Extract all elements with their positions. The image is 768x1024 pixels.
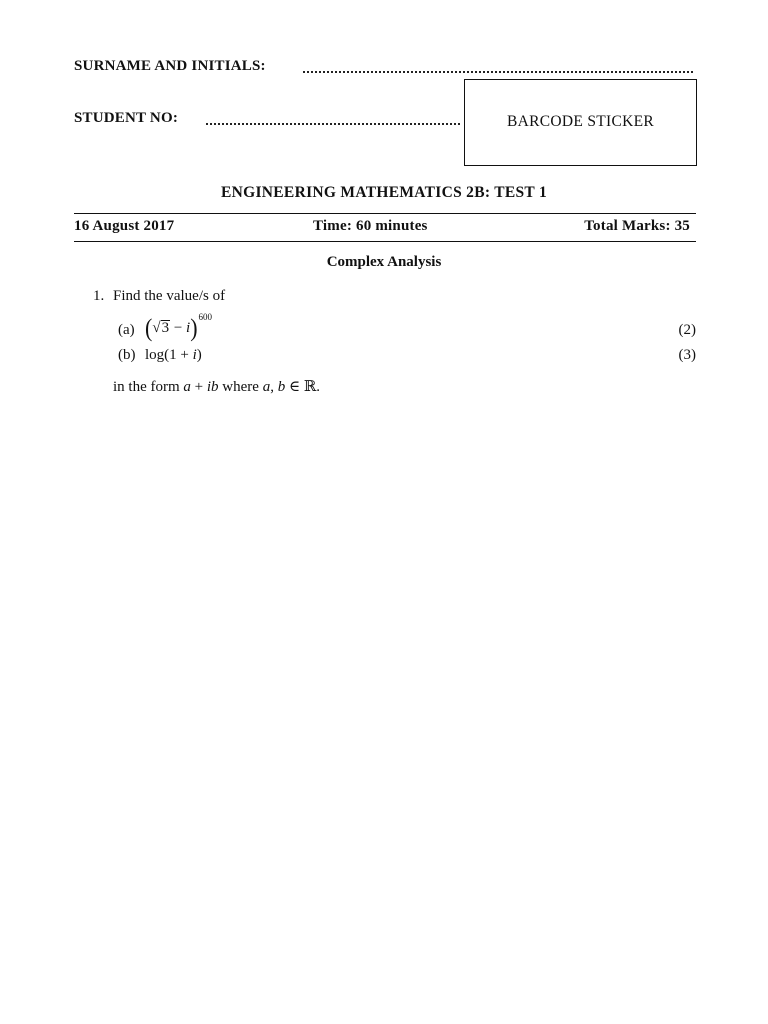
surname-label: SURNAME AND INITIALS: <box>74 58 266 74</box>
part-a-open-paren: ( <box>145 313 153 342</box>
sqrt-sign-icon: √ <box>152 320 161 336</box>
form-var-ib: ib <box>206 379 219 395</box>
part-a-imag-unit: i <box>186 320 191 336</box>
part-a-sqrt <box>152 320 170 337</box>
part-a-marks: (2) <box>678 322 696 338</box>
part-a-label: (a) <box>118 322 135 338</box>
question-prompt: Find the value/s of <box>113 288 226 304</box>
part-a-radicand: 3 <box>161 320 170 336</box>
section-heading: Complex Analysis <box>326 254 442 270</box>
info-bottom-rule <box>74 241 696 242</box>
part-b-imag-unit: i <box>192 347 197 363</box>
part-a-expression <box>145 312 213 342</box>
barcode-sticker-label: BARCODE STICKER <box>506 113 655 130</box>
student-number-dotted-line[interactable] <box>206 123 460 125</box>
test-duration: Time: 60 minutes <box>313 218 428 234</box>
form-text-1: in the form <box>113 379 184 395</box>
form-text-where: where <box>218 379 263 395</box>
answer-form-instruction <box>113 377 320 396</box>
part-a-close-paren: ) <box>190 313 198 342</box>
part-b-marks: (3) <box>678 347 696 363</box>
info-top-rule <box>74 213 696 214</box>
student-number-label: STUDENT NO: <box>74 110 179 126</box>
form-var-b: b <box>277 379 286 395</box>
part-b-log: log(1 + <box>145 347 193 363</box>
test-title: ENGINEERING MATHEMATICS 2B: TEST 1 <box>220 184 547 201</box>
part-b-label: (b) <box>118 347 136 363</box>
form-comma: , <box>270 379 278 395</box>
part-b-expression <box>145 347 202 364</box>
surname-dotted-line[interactable] <box>303 71 693 73</box>
form-in-reals: ∈ ℝ. <box>285 379 321 395</box>
test-date: 16 August 2017 <box>74 218 175 234</box>
question-number: 1. <box>93 288 105 304</box>
form-var-a2: a <box>262 379 271 395</box>
barcode-sticker-box <box>464 79 697 166</box>
form-plus: + <box>190 379 207 395</box>
total-marks: Total Marks: 35 <box>584 218 690 234</box>
part-b-close-paren: ) <box>196 347 202 363</box>
part-a-minus: − <box>170 320 187 336</box>
form-var-a: a <box>183 379 191 395</box>
part-a-exponent: 600 <box>198 312 213 322</box>
